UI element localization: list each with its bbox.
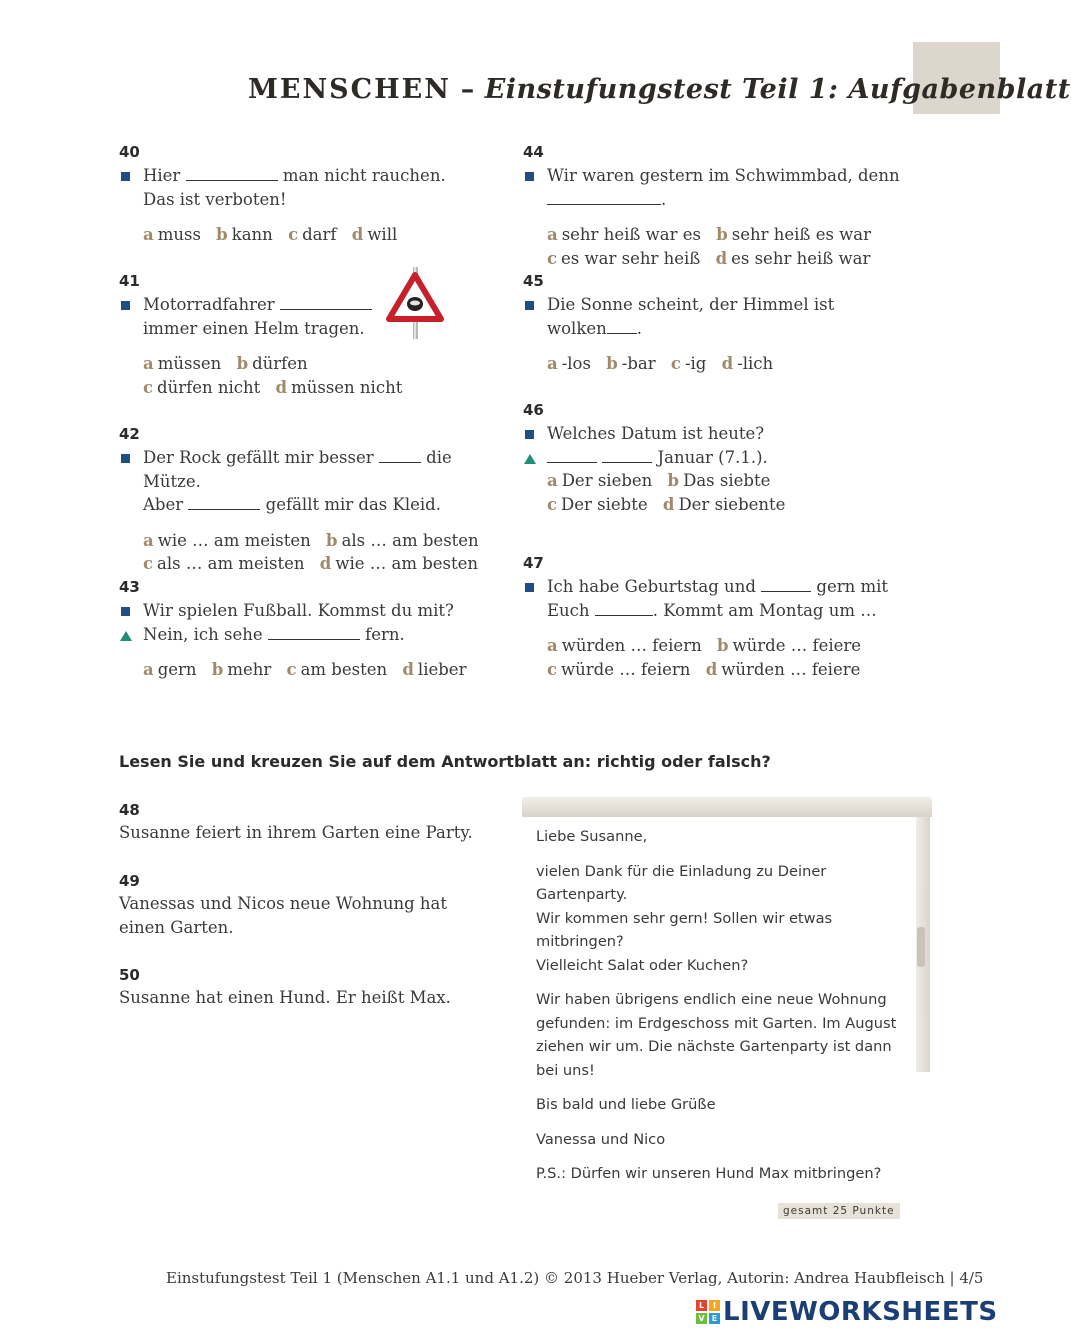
option-b: dürfen — [252, 354, 308, 373]
option-letter: b — [326, 530, 338, 550]
option-c: am besten — [300, 660, 388, 679]
option-letter: b — [716, 225, 728, 244]
text: wolken — [547, 318, 607, 338]
letter-line: bei uns! — [536, 1061, 595, 1079]
option-b: sehr heiß es war — [731, 225, 872, 244]
text: . Kommt am Montag um … — [652, 600, 877, 620]
question-line — [119, 599, 509, 623]
question-line — [523, 317, 913, 341]
statement-number: 50 — [119, 966, 140, 984]
blank-gap[interactable] — [595, 599, 653, 616]
question-line — [119, 446, 509, 493]
option-c: dürfen nicht — [157, 377, 261, 397]
question-45 — [523, 271, 913, 376]
question-number: 41 — [119, 272, 140, 290]
letter-paragraph-1 — [536, 860, 916, 978]
letter-greeting: Liebe Susanne, — [536, 828, 648, 845]
option-letter: c — [143, 377, 154, 397]
text: fern. — [365, 624, 405, 644]
letter-signature: Vanessa und Nico — [536, 1130, 666, 1148]
statement-text: Susanne feiert in ihrem Garten eine Party. — [119, 823, 473, 842]
option-a: -los — [561, 354, 591, 373]
statement-number: 49 — [119, 872, 140, 890]
question-line — [523, 293, 913, 317]
question-line — [119, 317, 509, 341]
statement-50 — [119, 964, 499, 1010]
option-c: darf — [302, 225, 337, 244]
question-line — [523, 446, 913, 470]
text: gefällt mir das Kleid. — [265, 495, 441, 514]
option-b: mehr — [227, 660, 272, 679]
option-c: es war sehr heiß — [561, 248, 701, 268]
option-d: es sehr heiß war — [731, 248, 871, 268]
text: man nicht rauchen. — [282, 166, 446, 185]
letter-window — [522, 797, 932, 1182]
text: Ich habe Geburtstag und — [547, 577, 756, 596]
statement-48 — [119, 799, 499, 845]
square-bullet-icon — [525, 430, 534, 439]
blank-gap[interactable] — [268, 623, 360, 640]
option-a: müssen — [157, 354, 222, 373]
option-d: würden … feiere — [721, 659, 861, 679]
helmet-warning-sign-icon — [386, 267, 444, 339]
option-letter: c — [286, 660, 297, 679]
letter-postscript: P.S.: Dürfen wir unseren Hund Max mitbringen? — [536, 1165, 882, 1182]
option-letter: d — [402, 660, 414, 679]
option-letter: d — [275, 377, 288, 397]
logo-text: LIVEWORKSHEETS — [723, 1297, 998, 1327]
option-a: Der sieben — [561, 471, 653, 490]
option-letter: c — [547, 248, 558, 268]
question-line — [119, 293, 509, 317]
text: Nein, ich sehe — [143, 624, 263, 644]
liveworksheets-logo — [696, 1297, 998, 1327]
text: . — [636, 318, 642, 338]
letter-line: gefunden: im Erdgeschoss mit Garten. Im August — [536, 1014, 897, 1032]
option-c: als … am meisten — [157, 554, 305, 573]
option-a: sehr heiß war es — [561, 225, 701, 244]
answer-options — [119, 529, 509, 576]
square-bullet-icon — [121, 607, 130, 616]
text: Wir spielen Fußball. Kommst du mit? — [143, 601, 454, 620]
option-d: wie … am besten — [335, 554, 479, 573]
option-letter: c — [670, 354, 681, 373]
option-letter: b — [216, 225, 228, 244]
blank-gap[interactable] — [602, 446, 652, 463]
option-a: muss — [157, 225, 201, 244]
letter-title-bar — [522, 797, 932, 817]
text: Wir waren gestern im Schwimmbad, denn — [547, 166, 900, 185]
answer-options — [119, 223, 509, 247]
square-bullet-icon — [121, 301, 130, 310]
question-44 — [523, 142, 913, 270]
question-42 — [119, 424, 509, 576]
option-letter: d — [705, 659, 718, 679]
question-line — [523, 164, 913, 188]
option-a: wie … am meisten — [157, 530, 311, 550]
option-letter: a — [547, 354, 558, 373]
blank-gap[interactable] — [547, 446, 597, 463]
answer-options — [523, 469, 913, 516]
square-bullet-icon — [525, 301, 534, 310]
letter-line: ziehen wir um. Die nächste Gartenparty ist dann — [536, 1038, 892, 1055]
text: Das ist verboten! — [143, 189, 287, 209]
option-letter: b — [211, 660, 224, 679]
text: Euch — [547, 600, 590, 620]
question-line — [119, 188, 509, 212]
statement-text: einen Garten. — [119, 918, 234, 937]
option-d: lieber — [417, 660, 467, 679]
option-c: würde … feiern — [561, 659, 691, 679]
title-italic: Einstufungstest Teil 1: Aufgabenblatt — [484, 74, 1071, 105]
option-letter: d — [721, 354, 734, 373]
option-letter: b — [667, 471, 680, 490]
option-letter: c — [143, 554, 154, 573]
question-line — [119, 623, 509, 647]
letter-line: Wir haben übrigens endlich eine neue Wohnung — [536, 991, 887, 1008]
option-letter: a — [143, 530, 154, 550]
letter-closing: Bis bald und liebe Grüße — [536, 1096, 716, 1113]
text: Hier — [143, 166, 181, 185]
option-b: Das siebte — [683, 471, 771, 490]
question-number: 46 — [523, 401, 544, 419]
option-b: kann — [231, 225, 273, 244]
question-number: 45 — [523, 272, 544, 290]
answer-options — [119, 658, 509, 682]
option-letter: a — [547, 225, 558, 244]
blank-gap[interactable] — [607, 317, 637, 334]
option-b: -bar — [621, 354, 656, 373]
question-number: 43 — [119, 578, 140, 596]
letter-line: Vielleicht Salat oder Kuchen? — [536, 956, 749, 974]
option-letter: d — [662, 494, 675, 514]
question-line — [523, 422, 913, 446]
option-letter: b — [236, 354, 249, 373]
blank-gap[interactable] — [547, 188, 661, 205]
text: die Mütze. — [143, 448, 452, 491]
answer-options — [119, 352, 509, 399]
question-number: 47 — [523, 554, 544, 572]
statement-text: Susanne hat einen Hund. Er heißt Max. — [119, 988, 451, 1007]
option-b: würde … feiere — [732, 636, 862, 655]
triangle-bullet-icon — [120, 631, 132, 641]
question-number: 42 — [119, 425, 140, 443]
option-letter: a — [143, 354, 154, 373]
question-43 — [119, 577, 509, 682]
letter-scrollbar — [916, 817, 930, 1072]
option-letter: d — [351, 225, 364, 244]
option-letter: c — [288, 225, 299, 244]
square-bullet-icon — [525, 583, 534, 592]
total-points-badge: gesamt 25 Punkte — [778, 1203, 900, 1219]
letter-line: Wir kommen sehr gern! Sollen wir etwas mitbringen? — [536, 909, 833, 950]
text: Welches Datum ist heute? — [547, 424, 765, 443]
page-title — [248, 74, 1071, 105]
logo-letter: E — [709, 1313, 720, 1324]
question-line — [523, 188, 913, 212]
option-letter: a — [547, 636, 558, 655]
question-40 — [119, 142, 509, 247]
option-c: Der siebte — [561, 494, 648, 514]
answer-options — [523, 352, 913, 376]
blank-gap[interactable] — [186, 164, 278, 181]
option-a: würden … feiern — [561, 636, 702, 655]
answer-options — [523, 223, 913, 270]
answer-options — [523, 634, 913, 681]
text: . — [661, 189, 667, 209]
option-b: als … am besten — [341, 530, 479, 550]
option-d: will — [367, 225, 398, 244]
question-line — [119, 164, 509, 188]
page-footer: Einstufungstest Teil 1 (Menschen A1.1 und A1.2) © 2013 Hueber Verlag, Autorin: Andrea Haubfleisch | 4/5 — [166, 1269, 984, 1287]
blank-gap[interactable] — [379, 446, 421, 463]
option-d: -lich — [737, 354, 774, 373]
blank-gap[interactable] — [188, 493, 260, 510]
scrollbar-thumb — [917, 927, 925, 967]
question-line — [523, 599, 913, 623]
logo-grid-icon — [696, 1300, 720, 1324]
question-line — [523, 575, 913, 599]
option-letter: a — [143, 225, 154, 244]
title-caps: MENSCHEN — [248, 74, 451, 105]
option-d: müssen nicht — [291, 377, 403, 397]
triangle-bullet-icon — [524, 454, 536, 464]
text: immer einen Helm tragen. — [143, 318, 365, 338]
option-letter: d — [319, 554, 332, 573]
question-41 — [119, 271, 509, 399]
blank-gap[interactable] — [280, 293, 372, 310]
logo-letter: V — [696, 1313, 707, 1324]
text: Januar (7.1.). — [657, 447, 768, 467]
logo-letter: L — [696, 1300, 707, 1311]
statement-49 — [119, 870, 499, 940]
question-number: 44 — [523, 143, 544, 161]
option-c: -ig — [684, 354, 707, 373]
text: Aber — [143, 495, 184, 514]
text: Motorradfahrer — [143, 295, 275, 314]
option-letter: b — [716, 636, 729, 655]
option-letter: c — [547, 494, 558, 514]
option-letter: a — [547, 471, 558, 490]
letter-paragraph-2 — [536, 988, 916, 1082]
section-instruction: Lesen Sie und kreuzen Sie auf dem Antwortblatt an: richtig oder falsch? — [119, 752, 771, 771]
logo-letter: I — [709, 1300, 720, 1311]
letter-body — [536, 825, 916, 1197]
square-bullet-icon — [121, 454, 130, 463]
question-line — [119, 493, 509, 517]
option-letter: b — [606, 354, 618, 373]
statement-text: Vanessas und Nicos neue Wohnung hat — [119, 894, 447, 913]
square-bullet-icon — [121, 172, 130, 181]
question-number: 40 — [119, 143, 140, 161]
text: Die Sonne scheint, der Himmel ist — [547, 295, 835, 314]
letter-line: vielen Dank für die Einladung zu Deiner Gartenparty. — [536, 862, 827, 903]
question-46 — [523, 400, 913, 516]
text: gern mit — [816, 577, 889, 596]
option-a: gern — [157, 660, 197, 679]
option-letter: a — [143, 660, 154, 679]
title-dash: – — [450, 74, 485, 105]
blank-gap[interactable] — [761, 575, 811, 592]
option-d: Der siebente — [678, 494, 786, 514]
option-letter: d — [715, 248, 728, 268]
square-bullet-icon — [525, 172, 534, 181]
statement-number: 48 — [119, 801, 140, 819]
question-47 — [523, 553, 913, 681]
text: Der Rock gefällt mir besser — [143, 448, 374, 467]
option-letter: c — [547, 659, 558, 679]
